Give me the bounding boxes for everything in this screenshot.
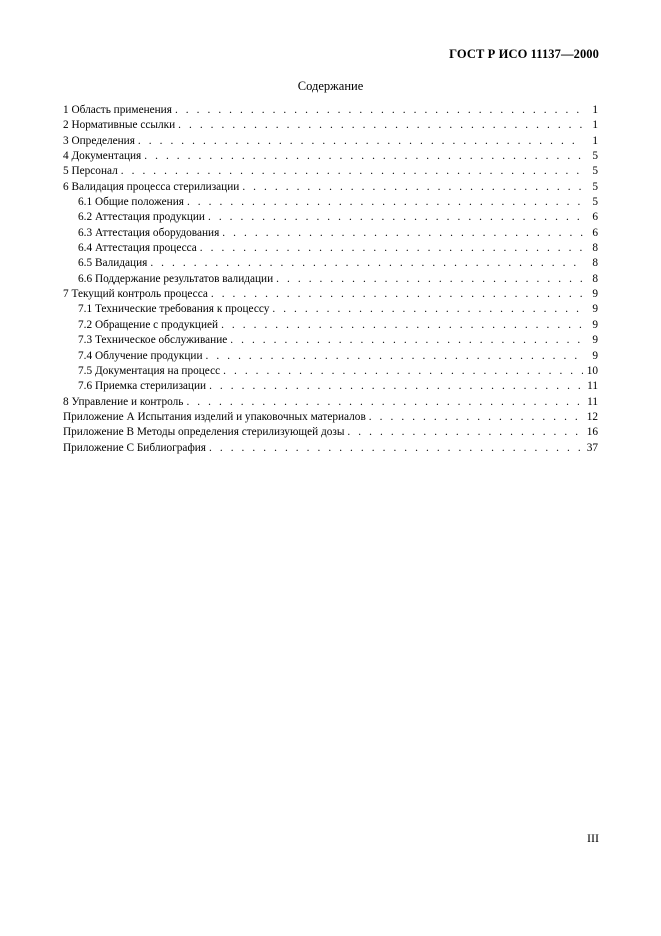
toc-entry[interactable] (63, 395, 598, 410)
toc-entry-label: 7.6 Приемка стерилизации (78, 380, 207, 393)
toc-entry-page: 9 (592, 349, 598, 362)
toc-entry-page: 8 (592, 257, 598, 270)
toc-entry-page: 9 (592, 303, 598, 316)
toc-entry-label: Приложение А Испытания изделий и упаковочных материалов (63, 410, 366, 423)
toc-entry[interactable] (63, 425, 598, 440)
toc-entry-label: 5 Персонал (63, 165, 118, 178)
toc-leader (242, 180, 583, 195)
toc-title: Содержание (297, 79, 364, 93)
toc-entry-page: 9 (592, 288, 598, 301)
toc-entry-page: 8 (592, 242, 598, 255)
toc-entry-page: 16 (586, 426, 598, 439)
toc-subentry[interactable] (63, 210, 598, 225)
toc-entry-label: 7 Текущий контроль процесса (63, 288, 208, 301)
toc-leader (272, 302, 583, 317)
toc-entry-label: 6.6 Поддержание результатов валидации (78, 272, 274, 285)
toc-leader (150, 256, 583, 271)
toc-subentry[interactable] (63, 318, 598, 333)
toc-entry-label: 8 Управление и контроль (63, 395, 184, 408)
toc-leader (121, 164, 583, 179)
toc-entry-page: 9 (592, 318, 598, 331)
toc-entry-page: 1 (592, 134, 598, 147)
toc-entry-label: 4 Документация (63, 150, 142, 163)
toc-entry-label: 2 Нормативные ссылки (63, 119, 176, 132)
toc-entry-label: 6.4 Аттестация процесса (78, 242, 197, 255)
toc-entry-label: 7.5 Документация на процесс (78, 364, 221, 377)
toc-entry[interactable] (63, 134, 598, 149)
toc-subentry[interactable] (63, 364, 598, 379)
toc-entry-label: 7.2 Обращение с продукцией (78, 318, 219, 331)
table-of-contents (63, 103, 598, 456)
toc-entry-label: 7.4 Облучение продукции (78, 349, 203, 362)
toc-leader (178, 118, 583, 133)
toc-entry-label: 7.1 Технические требования к процессу (78, 303, 270, 316)
document-header: ГОСТ Р ИСО 11137—2000 (449, 47, 599, 61)
toc-entry-page: 8 (592, 272, 598, 285)
toc-leader (347, 425, 583, 440)
toc-entry[interactable] (63, 441, 598, 456)
toc-entry[interactable] (63, 103, 598, 118)
toc-entry-label: 7.3 Техническое обслуживание (78, 334, 228, 347)
toc-entry-label: 6 Валидация процесса стерилизации (63, 180, 240, 193)
toc-subentry[interactable] (63, 379, 598, 394)
toc-entry-label: 6.2 Аттестация продукции (78, 211, 205, 224)
toc-entry[interactable] (63, 180, 598, 195)
toc-leader (138, 134, 583, 149)
toc-leader (209, 441, 583, 456)
toc-leader (223, 364, 583, 379)
toc-subentry[interactable] (63, 272, 598, 287)
toc-entry-label: 1 Область применения (63, 104, 172, 116)
toc-entry-page: 11 (587, 395, 598, 408)
toc-entry-label: 6.5 Валидация (78, 257, 148, 270)
toc-leader (221, 318, 583, 333)
toc-entry-label: 6.1 Общие положения (78, 196, 184, 209)
toc-entry[interactable] (63, 164, 598, 179)
toc-entry-page: 6 (592, 211, 598, 224)
toc-entry-page: 12 (586, 410, 598, 423)
toc-leader (175, 103, 583, 118)
toc-leader (200, 241, 583, 256)
toc-entry-page: 1 (592, 119, 598, 132)
toc-entry-page: 6 (592, 226, 598, 239)
toc-entry-label: Приложение С Библиография (63, 441, 207, 454)
toc-entry[interactable] (63, 118, 598, 133)
toc-entry-page: 5 (592, 196, 598, 209)
toc-entry[interactable] (63, 149, 598, 164)
toc-leader (230, 333, 583, 348)
toc-leader (276, 272, 583, 287)
toc-subentry[interactable] (63, 302, 598, 317)
toc-entry-label: 3 Определения (63, 134, 135, 147)
toc-leader (211, 287, 583, 302)
toc-entry-page: 9 (592, 334, 598, 347)
toc-entry-label: 6.3 Аттестация оборудования (78, 226, 220, 239)
toc-entry-label: Приложение В Методы определения стерилизующей дозы (63, 426, 345, 439)
toc-leader (186, 395, 583, 410)
toc-entry-page: 5 (592, 165, 598, 178)
toc-subentry[interactable] (63, 256, 598, 271)
toc-entry[interactable] (63, 410, 598, 425)
toc-leader (209, 379, 583, 394)
toc-subentry[interactable] (63, 349, 598, 364)
toc-subentry[interactable] (63, 333, 598, 348)
toc-subentry[interactable] (63, 241, 598, 256)
toc-leader (369, 410, 583, 425)
toc-leader (206, 349, 583, 364)
toc-entry-page: 11 (587, 380, 598, 393)
toc-entry-page: 10 (586, 364, 598, 377)
toc-leader (187, 195, 583, 210)
page-number: III (587, 831, 599, 845)
toc-entry-page: 5 (592, 150, 598, 163)
toc-entry-page: 1 (592, 104, 598, 116)
toc-entry-page: 37 (586, 441, 598, 454)
toc-leader (222, 226, 583, 241)
toc-subentry[interactable] (63, 195, 598, 210)
toc-entry[interactable] (63, 287, 598, 302)
toc-subentry[interactable] (63, 226, 598, 241)
toc-entry-page: 5 (592, 180, 598, 193)
toc-leader (144, 149, 583, 164)
toc-leader (208, 210, 583, 225)
